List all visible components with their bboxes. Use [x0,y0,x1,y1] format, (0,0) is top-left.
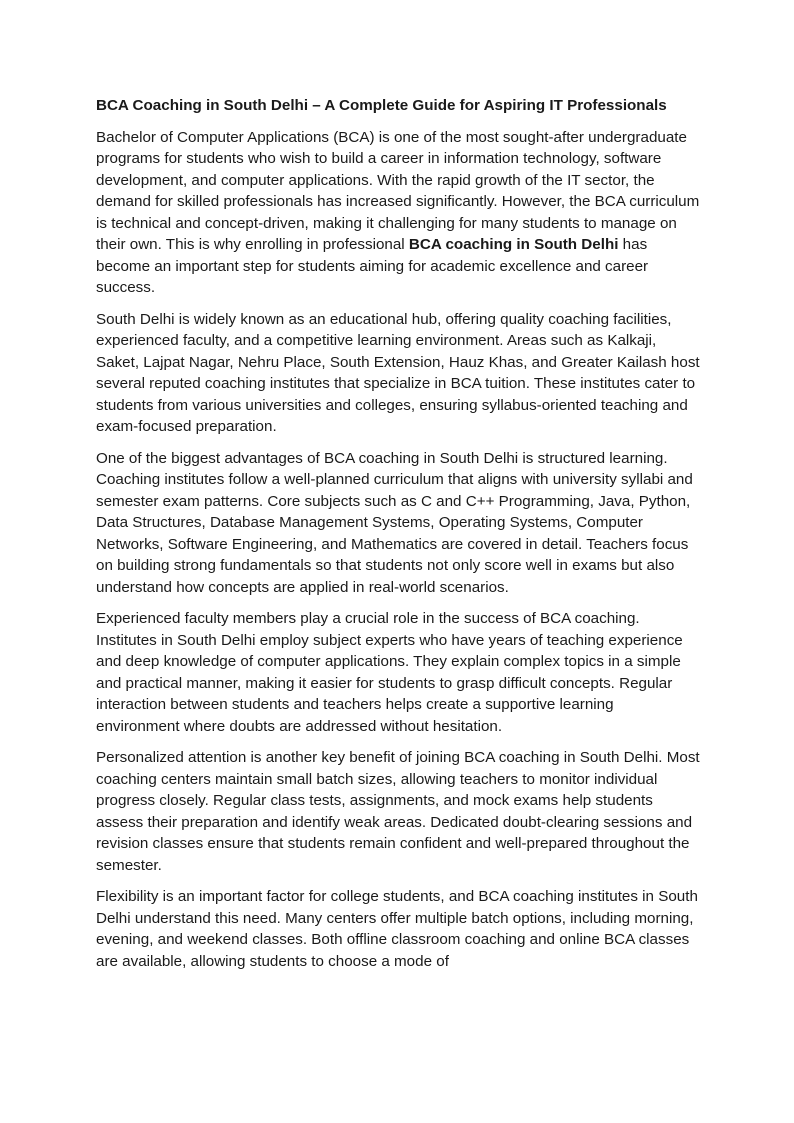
paragraph-personalized-attention: Personalized attention is another key benefit of joining BCA coaching in South Delhi. Most coaching centers maintain small batch sizes, allowing teachers to monitor individual progress closely. Regular class tests, assignments, and mock exams help students assess their preparation and identify weak areas. Dedicated doubt-clearing sessions and revision classes ensure that students remain confident and well-prepared throughout the semester. [96,749,700,874]
document-body [96,95,700,982]
document-title: BCA Coaching in South Delhi – A Complete Guide for Aspiring IT Professionals [96,97,667,114]
paragraph-intro-text-end: has become an important step for students aiming for academic excellence and career success. [96,236,649,296]
paragraph-south-delhi-hub: South Delhi is widely known as an educational hub, offering quality coaching facilities, experienced faculty, and a competitive learning environment. Areas such as Kalkaji, Saket, Lajpat Nagar, Nehru Place, South Extension, Hauz Khas, and Greater Kailash host several reputed coaching institutes that specialize in BCA tuition. These institutes cater to students from various universities and colleges, ensuring syllabus-oriented teaching and exam-focused preparation. [96,310,700,435]
paragraph-experienced-faculty: Experienced faculty members play a crucial role in the success of BCA coaching. Institutes in South Delhi employ subject experts who have years of teaching experience and deep knowledge of computer applications. They explain complex topics in a simple and practical manner, making it easier for students to grasp difficult concepts. Regular interaction between students and teachers helps create a supportive learning environment where doubts are addressed without hesitation. [96,610,683,735]
paragraph-structured-learning: One of the biggest advantages of BCA coaching in South Delhi is structured learning. Coaching institutes follow a well-planned curriculum that aligns with university syllabi and semester exam patterns. Core subjects such as C and C++ Programming, Java, Python, Data Structures, Database Management Systems, Operating Systems, Computer Networks, Software Engineering, and Mathematics are covered in detail. Teachers focus on building strong fundamentals so that students not only score well in exams but also understand how concepts are applied in real-world scenarios. [96,449,693,596]
paragraph-intro-bold-keyword: BCA coaching in South Delhi [408,236,619,253]
paragraph-intro-text: Bachelor of Computer Applications (BCA) is one of the most sought-after undergraduate programs for students who wish to build a career in information technology, software development, and computer applications. With the rapid growth of the IT sector, the demand for skilled professionals has increased significantly. However, the BCA curriculum is technical and concept-driven, making it challenging for many students to manage on their own. This is why enrolling in professional [96,128,700,253]
paragraph-intro [96,127,700,299]
paragraph-flexibility: Flexibility is an important factor for college students, and BCA coaching institutes in South Delhi understand this need. Many centers offer multiple batch options, including morning, evening, and weekend classes. Both offline classroom coaching and online BCA classes are available, allowing students to choose a mode of [96,888,698,970]
